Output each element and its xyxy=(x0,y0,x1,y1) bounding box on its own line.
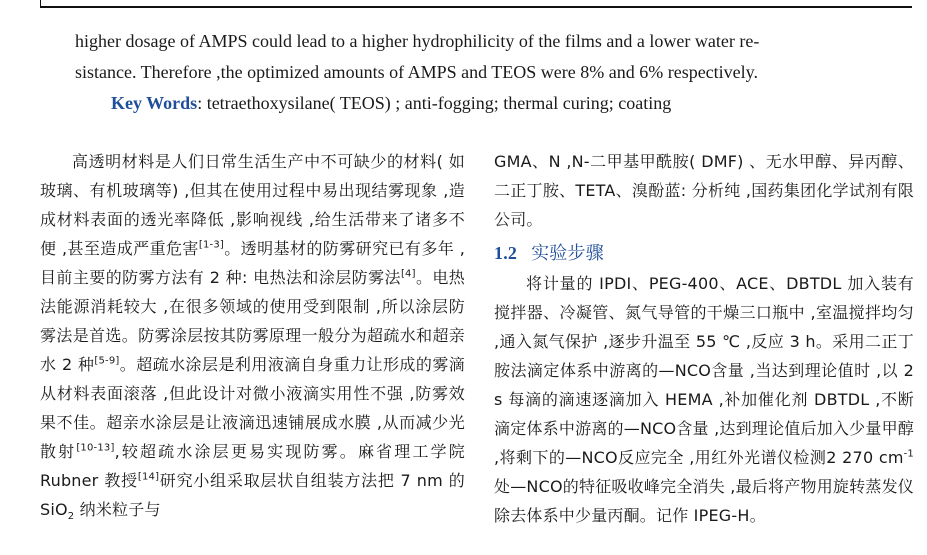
unit-superscript: -1 xyxy=(903,448,914,460)
section-number: 1.2 xyxy=(494,243,518,263)
abstract-line-1: higher dosage of AMPS could lead to a higher hydrophilicity of the films and a lower water re- xyxy=(75,31,760,51)
intro-text-2: 。透明基材的防雾研究已有多年 ,目前主要的防雾方法有 2 种: 电热法和涂层防雾法 xyxy=(40,239,466,287)
procedure-text-2: 处—NCO的特征吸收峰完全消失 ,最后将产物用旋转蒸发仪除去体系中少量丙酮。记作 IPEG-H。 xyxy=(494,477,914,525)
keywords-line xyxy=(75,88,887,119)
subscript-2: 2 xyxy=(67,511,75,523)
reagents-paragraph: GMA、N ,N-二甲基甲酰胺( DMF) 、无水甲醇、异丙醇、二正丁胺、TETA、溴酚蓝: 分析纯 ,国药集团化学试剂有限公司。 xyxy=(494,152,914,229)
right-column xyxy=(494,147,914,530)
citation-1: [1-3] xyxy=(198,239,225,251)
procedure-text-1: 将计量的 IPDI、PEG-400、ACE、DBTDL 加入装有搅拌器、冷凝管、氮气导管的干燥三口瓶中 ,室温搅拌均匀 ,通入氮气保护 ,逐步升温至 55 ℃ ,反应 3 h。采用二正丁胺法滴定体系中游离的—NCO含量 ,当达到理论值时 ,以 2 s 每滴的滴速逐滴加入 HEMA ,补加催化剂 DBTDL ,不断滴定体系中游离的—NCO含量 ,达到理论值后加入少量甲醇 ,将剩下的—NCO反应完全 ,用红外光谱仪检测2 270 cm xyxy=(494,274,914,467)
intro-text-7: 纳米粒子与 xyxy=(74,500,161,519)
intro-text-1: 高透明材料是人们日常生活生产中不可缺少的材料( 如玻璃、有机玻璃等) ,但其在使用过程中易出现结雾现象 ,造成材料表面的透光率降低 ,影响视线 ,给生活带来了诸多不便 ,甚至造成严重危害 xyxy=(40,152,465,258)
intro-paragraph xyxy=(40,147,465,524)
intro-text-6: 研究小组采取层状自组装方法把 7 nm 的 SiO xyxy=(40,471,465,519)
intro-text-5: ,较超疏水涂层更易实现防雾。麻省理工学院 Rubner 教授 xyxy=(40,442,465,490)
citation-5: [14] xyxy=(137,471,160,483)
abstract-line-2: sistance. Therefore ,the optimized amounts of AMPS and TEOS were 8% and 6% respectively. xyxy=(75,62,758,82)
procedure-paragraph xyxy=(494,269,914,530)
intro-text-3: 。电热法能源消耗较大 ,在很多领域的使用受到限制 ,所以涂层防雾法是首选。防雾涂层按其防雾原理一般分为超疏水和超亲水 2 种 xyxy=(40,268,465,374)
section-heading xyxy=(494,240,914,267)
abstract-block xyxy=(75,26,887,119)
header-rule xyxy=(40,6,912,8)
citation-4: [10-13] xyxy=(76,442,115,454)
keywords-text: : tetraethoxysilane( TEOS) ; anti-fogging; thermal curing; coating xyxy=(197,93,672,113)
intro-text-4: 。超疏水涂层是利用液滴自身重力让形成的雾滴从材料表面滚落 ,但此设计对微小液滴实用性不强 ,防雾效果不佳。超亲水涂层是让液滴迅速铺展成水膜 ,从而减少光散射 xyxy=(40,355,465,461)
section-title: 实验步骤 xyxy=(531,243,604,264)
left-column xyxy=(40,147,465,524)
citation-3: [5-9] xyxy=(94,355,120,367)
citation-2: [4] xyxy=(400,268,416,280)
keywords-label: Key Words xyxy=(111,93,198,113)
